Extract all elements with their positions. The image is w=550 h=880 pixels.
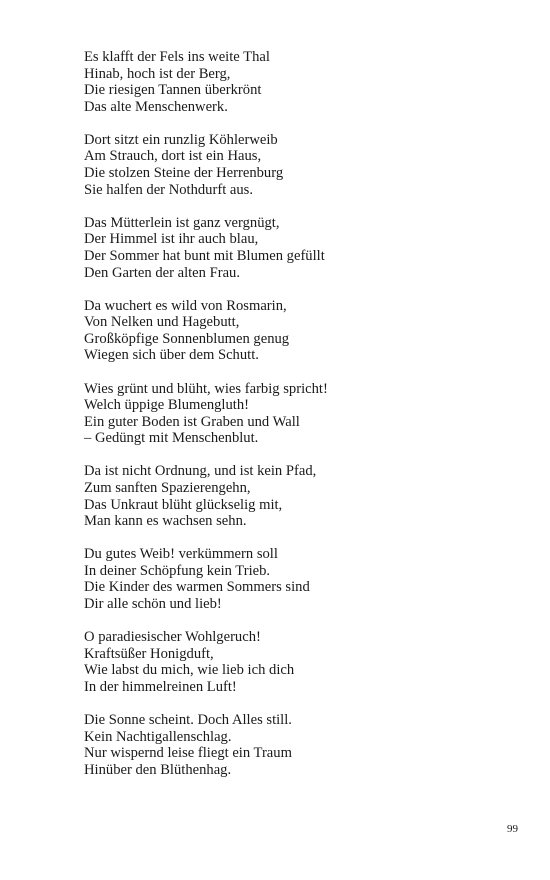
poem-line: Die riesigen Tannen überkrönt [84, 82, 262, 99]
stanza-5 [84, 381, 484, 447]
poem-line: Nur wispernd leise fliegt ein Traum [84, 745, 292, 762]
stanza-2 [84, 132, 484, 198]
poem-line: In deiner Schöpfung kein Trieb. [84, 562, 271, 579]
poem-line: Die Kinder des warmen Sommers sind [84, 579, 310, 596]
poem-line: Wie labst du mich, wie lieb ich dich [84, 662, 295, 679]
poem-line: Von Nelken und Hagebutt, [84, 314, 240, 331]
poem-line: Der Himmel ist ihr auch blau, [84, 231, 259, 248]
stanza-3 [84, 215, 484, 281]
poem-line: Sie halfen der Nothdurft aus. [84, 181, 253, 198]
poem-line: Da wuchert es wild von Rosmarin, [84, 297, 287, 314]
stanza-7 [84, 546, 484, 612]
poem-line: Hinab, hoch ist der Berg, [84, 65, 231, 82]
poem-line: Das Unkraut blüht glückselig mit, [84, 496, 283, 513]
poem-line: O paradiesischer Wohlgeruch! [84, 629, 261, 646]
poem-line: Kraftsüßer Honigduft, [84, 645, 214, 662]
poem-line: Am Strauch, dort ist ein Haus, [84, 148, 262, 165]
stanza-1 [84, 49, 484, 115]
stanza-9 [84, 712, 484, 778]
poem-line: Kein Nachtigallenschlag. [84, 728, 232, 745]
poem-line: Du gutes Weib! verkümmern soll [84, 546, 278, 563]
stanza-4 [84, 298, 484, 364]
poem-line: Das alte Menschenwerk. [84, 98, 228, 115]
poem-line: Ein guter Boden ist Graben und Wall [84, 413, 300, 430]
poem-line: Da ist nicht Ordnung, und ist kein Pfad, [84, 463, 317, 480]
poem-line: Welch üppige Blumengluth! [84, 397, 249, 414]
poem-line: Wiegen sich über dem Schutt. [84, 347, 259, 364]
stanza-8 [84, 629, 484, 695]
poem-line: Hinüber den Blüthenhag. [84, 761, 232, 778]
stanza-6 [84, 463, 484, 529]
poem-line: Die stolzen Steine der Herrenburg [84, 165, 284, 182]
poem-line: Es klafft der Fels ins weite Thal [84, 49, 270, 65]
poem-line: Der Sommer hat bunt mit Blumen gefüllt [84, 247, 325, 264]
poem [84, 49, 484, 795]
poem-line: Den Garten der alten Frau. [84, 264, 241, 281]
poem-line: Das Mütterlein ist ganz vergnügt, [84, 214, 280, 231]
page-number: 99 [507, 823, 518, 835]
poem-line: Man kann es wachsen sehn. [84, 513, 247, 530]
poem-line: Dir alle schön und lieb! [84, 596, 222, 613]
poem-line: Großköpfige Sonnenblumen genug [84, 330, 290, 347]
poem-line: Wies grünt und blüht, wies farbig spricht! [84, 380, 328, 397]
poem-line: Dort sitzt ein runzlig Köhlerweib [84, 131, 278, 148]
poem-line: In der himmelreinen Luft! [84, 678, 237, 695]
poem-line: Zum sanften Spazierengehn, [84, 479, 251, 496]
poem-line: Die Sonne scheint. Doch Alles still. [84, 712, 292, 728]
poem-line: – Gedüngt mit Menschenblut. [84, 430, 259, 447]
